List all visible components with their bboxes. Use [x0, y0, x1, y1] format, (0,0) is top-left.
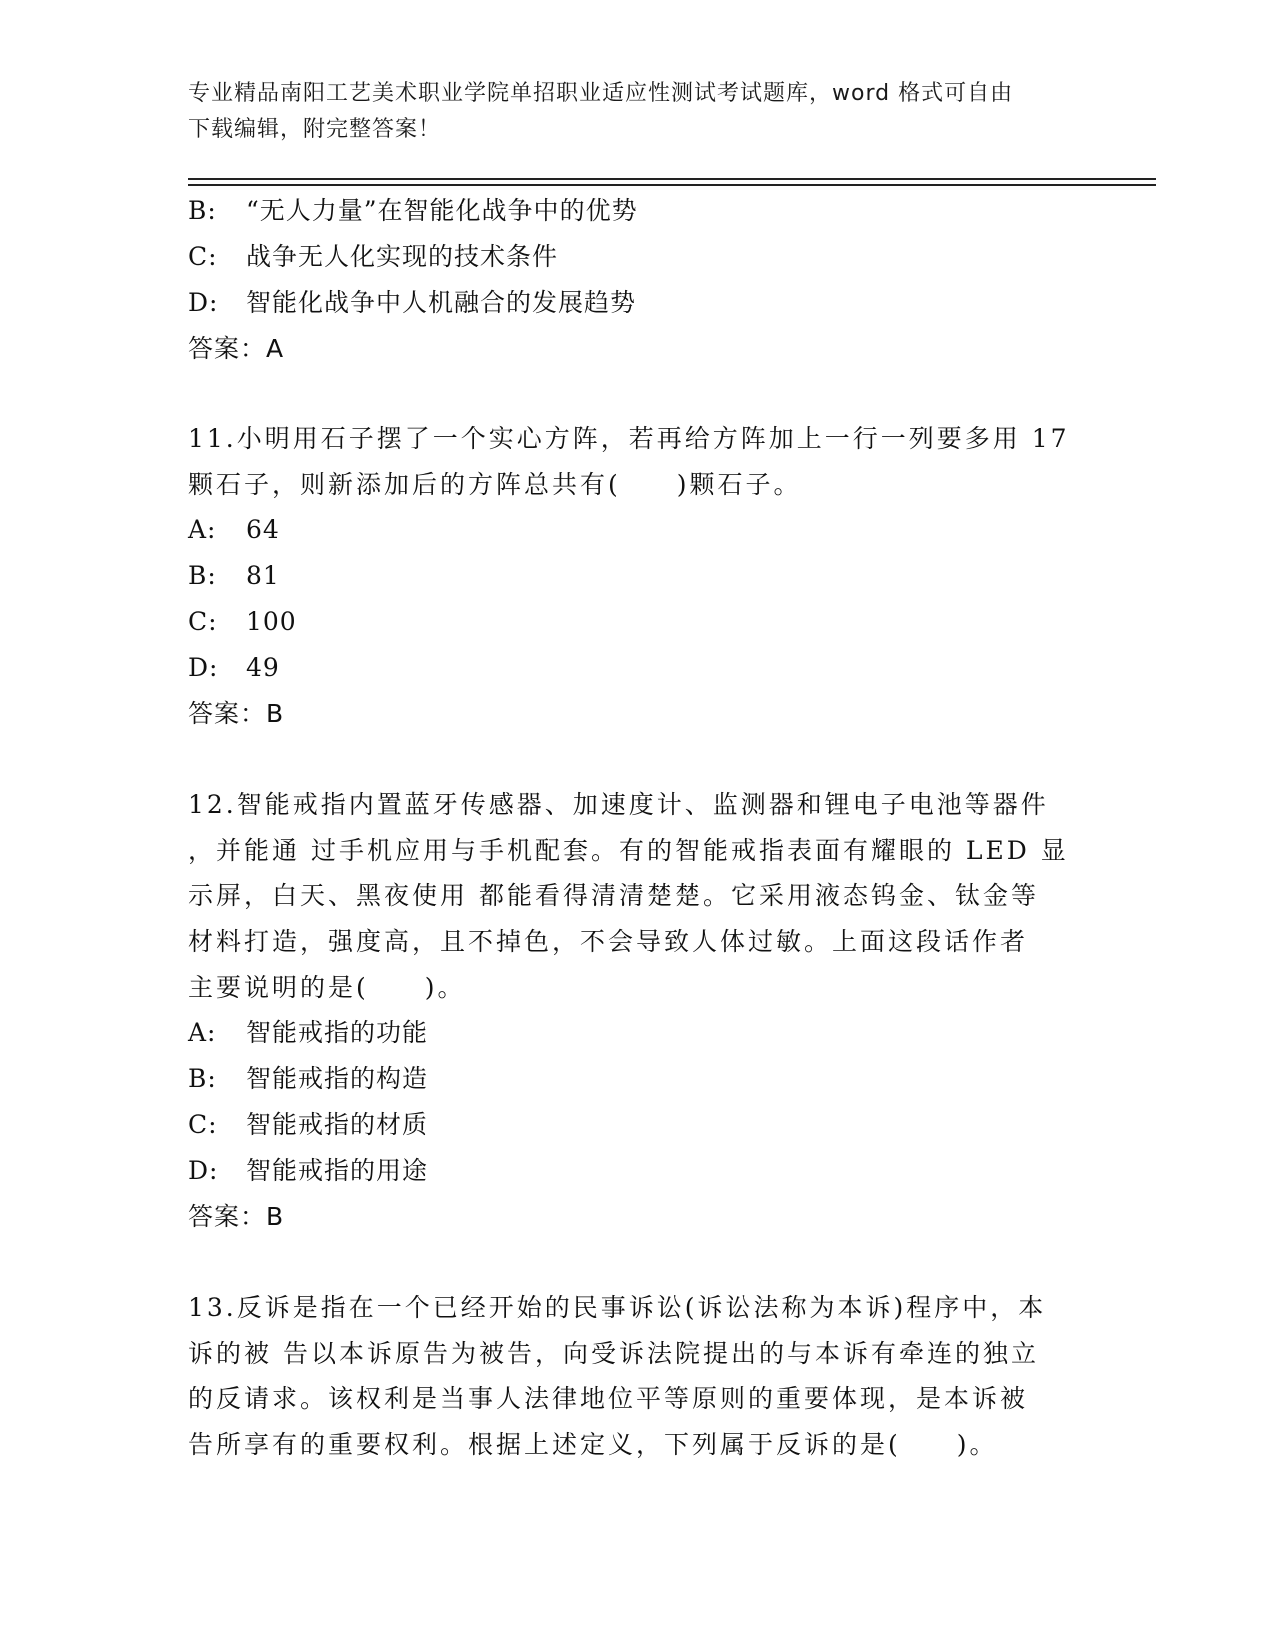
question-line: 12.智能戒指内置蓝牙传感器、加速度计、监测器和锂电子电池等器件	[188, 790, 1049, 820]
question-line: 材料打造，强度高，且不掉色，不会导致人体过敏。上面这段话作者	[188, 926, 1029, 956]
question-12-stem	[188, 782, 1088, 1010]
header-divider-bottom	[188, 184, 1156, 186]
option-b	[188, 188, 1088, 234]
question-11-answer: 答案：B	[188, 699, 285, 729]
option-b	[188, 1056, 1088, 1102]
question-line: 诉的被 告以本诉原告为被告，向受诉法院提出的与本诉有牵连的独立	[188, 1338, 1039, 1368]
question-10-options	[188, 188, 1088, 326]
question-line: ，并能通 过手机应用与手机配套。有的智能戒指表面有耀眼的 LED 显	[188, 835, 1069, 865]
option-key: B:	[188, 561, 217, 591]
option-text: 智能戒指的材质	[246, 1110, 429, 1140]
option-text: 智能化战争中人机融合的发展趋势	[246, 288, 637, 317]
option-key: D:	[188, 653, 219, 683]
option-key: D:	[188, 288, 219, 317]
option-text: 100	[246, 607, 297, 637]
question-11-options	[188, 507, 1088, 691]
question-10-answer: 答案：A	[188, 334, 285, 363]
header-divider-top	[188, 178, 1156, 180]
option-text: 智能戒指的构造	[246, 1064, 429, 1094]
option-key: C:	[188, 1110, 218, 1140]
option-text: 智能戒指的用途	[246, 1156, 429, 1186]
question-line: 告所享有的重要权利。根据上述定义，下列属于反诉的是( )。	[188, 1429, 998, 1459]
option-d	[188, 645, 1088, 691]
option-key: A:	[188, 515, 217, 545]
document-header	[188, 76, 1088, 148]
option-text: 49	[246, 653, 280, 683]
option-key: B:	[188, 196, 217, 225]
question-line: 的反请求。该权利是当事人法律地位平等原则的重要体现，是本诉被	[188, 1384, 1029, 1414]
question-11-stem	[188, 416, 1088, 507]
option-c	[188, 599, 1088, 645]
option-text: “无人力量”在智能化战争中的优势	[246, 196, 638, 225]
option-text: 64	[246, 515, 280, 545]
option-key: A:	[188, 1018, 217, 1048]
question-line: 11.小明用石子摆了一个实心方阵，若再给方阵加上一行一列要多用 17	[188, 424, 1070, 453]
question-12-options	[188, 1010, 1088, 1194]
question-12-answer: 答案：B	[188, 1202, 285, 1232]
option-key: D:	[188, 1156, 219, 1186]
question-line: 13.反诉是指在一个已经开始的民事诉讼(诉讼法称为本诉)程序中，本	[188, 1293, 1047, 1323]
header-line-2: 下载编辑，附完整答案！	[188, 117, 442, 142]
question-13-stem	[188, 1285, 1088, 1467]
option-text: 智能戒指的功能	[246, 1018, 429, 1048]
question-line: 颗石子，则新添加后的方阵总共有( )颗石子。	[188, 469, 802, 499]
option-key: B:	[188, 1064, 217, 1094]
option-text: 81	[246, 561, 280, 591]
option-a	[188, 1010, 1088, 1056]
question-line: 主要说明的是( )。	[188, 972, 466, 1002]
option-key: C:	[188, 607, 218, 637]
option-b	[188, 553, 1088, 599]
option-c	[188, 234, 1088, 280]
option-key: C:	[188, 242, 218, 271]
option-a	[188, 507, 1088, 553]
option-d	[188, 1148, 1088, 1194]
option-text: 战争无人化实现的技术条件	[246, 242, 559, 271]
header-line-1: 专业精品南阳工艺美术职业学院单招职业适应性测试考试题库，word 格式可自由	[188, 81, 1014, 106]
option-d	[188, 280, 1088, 326]
question-line: 示屏，白天、黑夜使用 都能看得清清楚楚。它采用液态钨金、钛金等	[188, 881, 1039, 911]
option-c	[188, 1102, 1088, 1148]
document-body	[188, 188, 1088, 1468]
